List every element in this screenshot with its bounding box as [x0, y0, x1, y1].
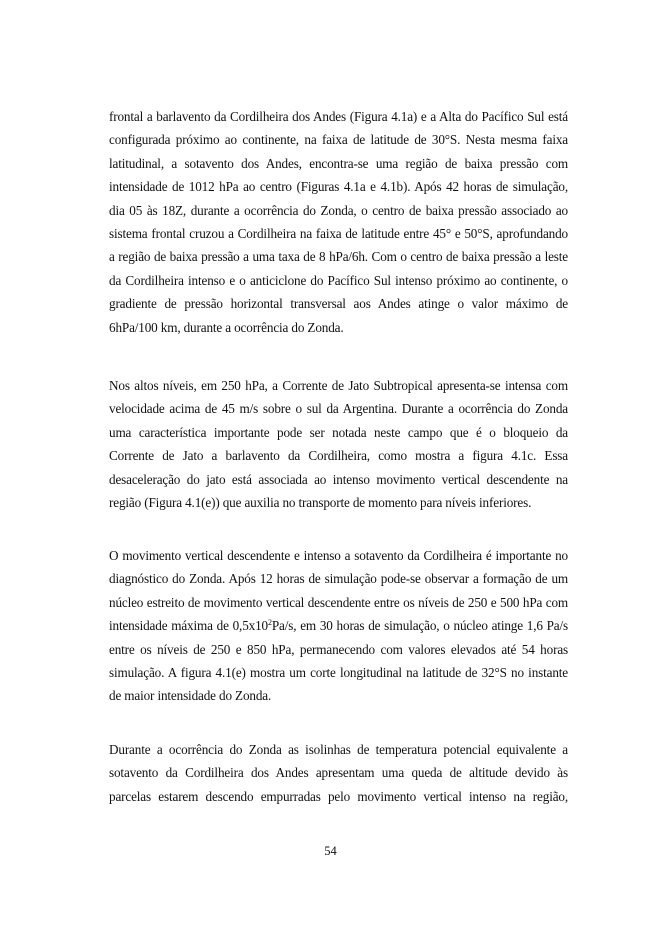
- text-line: parcelas estarem descendo empurradas pelo movimento vertical intenso na região,: [109, 788, 568, 804]
- text-line: intensidade de 1012 hPa ao centro (Figuras 4.1a e 4.1b). Após 42 horas de simulação,: [109, 179, 568, 195]
- text-line: diagnóstico do Zonda. Após 12 horas de simulação pode-se observar a formação de um: [109, 571, 568, 587]
- text-line: velocidade acima de 45 m/s sobre o sul da Argentina. Durante a ocorrência do Zonda: [109, 401, 568, 417]
- text-line: região (Figura 4.1(e)) que auxilia no transporte de momento para níveis inferiores.: [109, 494, 532, 510]
- text-segment: Pa/s, em 30 horas de simulação, o núcleo atinge 1,6 Pa/s: [271, 618, 568, 634]
- text-line: uma característica importante pode ser notada neste campo que é o bloqueio da: [109, 424, 568, 440]
- text-line: de maior intensidade do Zonda.: [109, 688, 272, 704]
- paragraph-1: [109, 105, 568, 339]
- text-line: 6hPa/100 km, durante a ocorrência do Zonda.: [109, 319, 344, 335]
- paragraph-3: [109, 544, 568, 708]
- text-line: Corrente de Jato a barlavento da Cordilheira, como mostra a figura 4.1c. Essa: [109, 448, 568, 464]
- text-line: dia 05 às 18Z, durante a ocorrência do Zonda, o centro de baixa pressão associado ao: [109, 202, 568, 218]
- text-line: desaceleração do jato está associada ao intenso movimento vertical descendente na: [109, 471, 568, 487]
- paragraph-2: [109, 374, 568, 514]
- text-line: Durante a ocorrência do Zonda as isolinhas de temperatura potencial equivalente a: [109, 742, 568, 757]
- text-segment: intensidade máxima de 0,5x10: [109, 618, 268, 634]
- text-line: sotavento da Cordilheira dos Andes apresentam uma queda de altitude devido às: [109, 765, 568, 781]
- text-line: configurada próximo ao continente, na faixa de latitude de 30°S. Nesta mesma faixa: [109, 132, 568, 148]
- text-line: frontal a barlavento da Cordilheira dos Andes (Figura 4.1a) e a Alta do Pacífico Sul está: [109, 109, 568, 124]
- text-line: a região de baixa pressão a uma taxa de 8 hPa/6h. Com o centro de baixa pressão a leste: [109, 249, 568, 265]
- text-line: da Cordilheira intenso e o anticiclone do Pacífico Sul intenso próximo ao continente, o: [109, 272, 568, 288]
- text-line: Nos altos níveis, em 250 hPa, a Corrente de Jato Subtropical apresenta-se intensa com: [109, 378, 568, 393]
- text-line: simulação. A figura 4.1(e) mostra um corte longitudinal na latitude de 32°S no instante: [109, 664, 568, 680]
- text-line: entre os níveis de 250 e 850 hPa, permanecendo com valores elevados até 54 horas: [109, 641, 568, 657]
- text-line: sistema frontal cruzou a Cordilheira na faixa de latitude entre 45° e 50°S, aprofundando: [109, 225, 568, 241]
- page-number: 54: [324, 844, 337, 858]
- text-line: gradiente de pressão horizontal transversal aos Andes atinge o valor máximo de: [109, 296, 568, 312]
- paragraph-4: [109, 738, 568, 808]
- text-line: O movimento vertical descendente e intenso a sotavento da Cordilheira é importante no: [109, 548, 568, 563]
- superscript: 2: [267, 618, 272, 628]
- text-line-with-superscript: [109, 614, 568, 637]
- text-line: núcleo estreito de movimento vertical descendente entre os níveis de 250 e 500 hPa com: [109, 594, 568, 610]
- text-line: latitudinal, a sotavento dos Andes, encontra-se uma região de baixa pressão com: [109, 155, 568, 171]
